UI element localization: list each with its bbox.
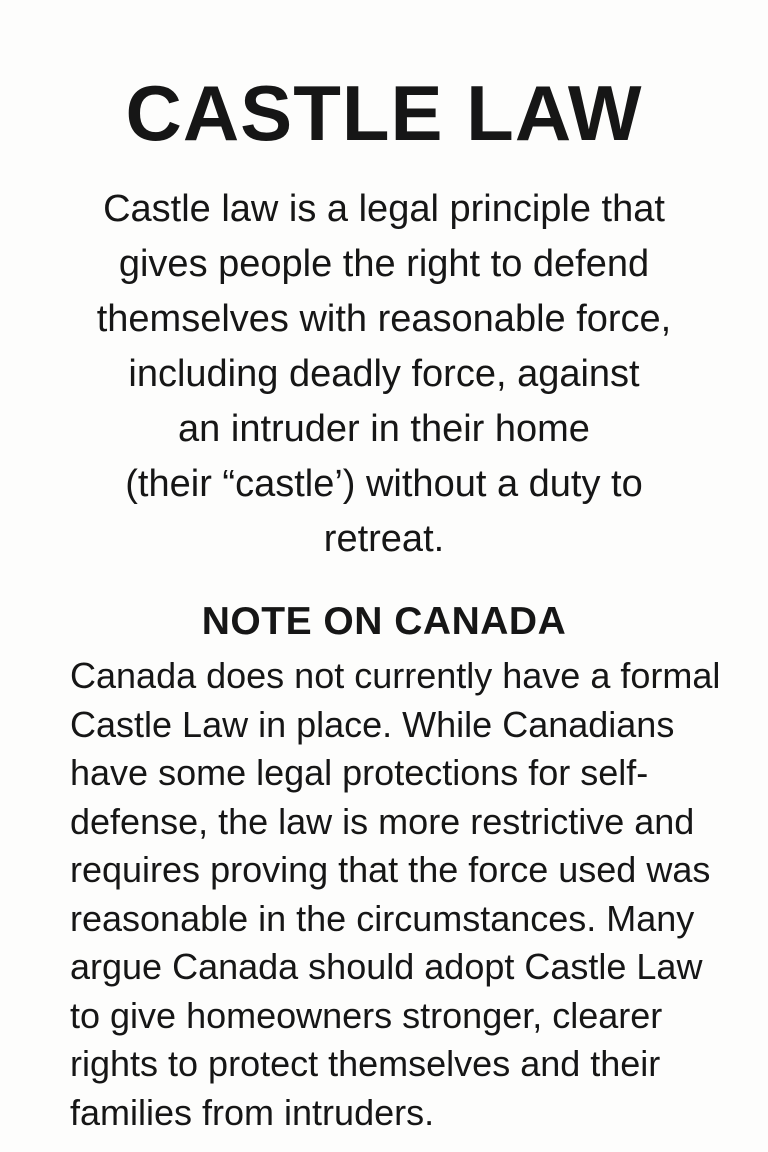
definition-line: including deadly force, against [128,353,640,395]
page-title: CASTLE LAW [125,69,643,157]
definition-paragraph [40,182,728,567]
note-line: to give homeowners stronger, clearer [70,994,663,1036]
definition-line: an intruder in their home [178,408,590,450]
definition-line: retreat. [323,518,445,560]
note-line: Castle Law in place. While Canadians [70,703,675,745]
note-line: defense, the law is more restrictive and [70,800,695,842]
definition-line: themselves with reasonable force, [96,298,672,340]
note-line: Canada does not currently have a formal [70,655,721,696]
note-line: requires proving that the force used was [70,849,711,890]
note-line: have some legal protections for self- [70,752,649,793]
note-line: argue Canada should adopt Castle Law [70,946,703,987]
note-line: rights to protect themselves and their [70,1043,661,1084]
definition-line: gives people the right to defend [118,243,650,285]
definition-line: Castle law is a legal principle that [103,188,665,230]
definition-line: (their “castle’) without a duty to [125,463,643,505]
note-paragraph [70,652,730,1137]
note-line: reasonable in the circumstances. Many [70,897,695,939]
note-line: families from intruders. [70,1091,435,1133]
note-heading: NOTE ON CANADA [201,600,567,643]
